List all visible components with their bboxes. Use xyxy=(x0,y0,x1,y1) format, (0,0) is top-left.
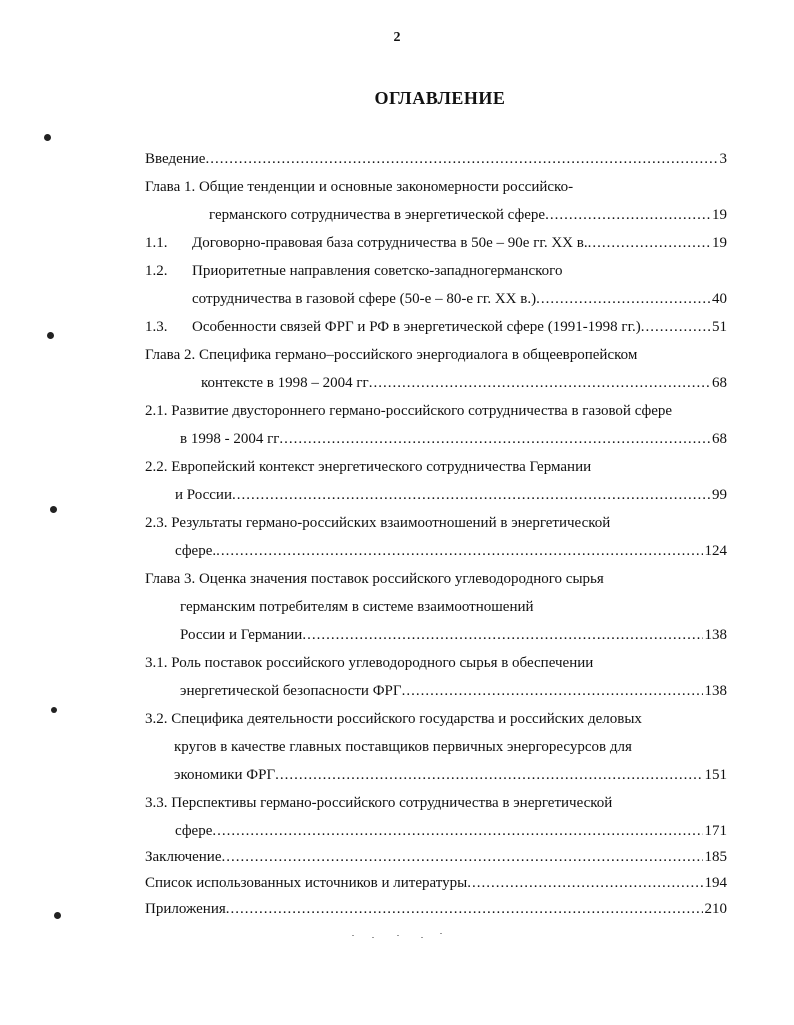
binding-hole-mark xyxy=(54,912,61,919)
toc-entry-section-2-2-cont: и России ..... 99 xyxy=(175,484,727,506)
toc-entry-section-2-3: 2.3. Результаты германо-российских взаимоотношений в энергетической xyxy=(145,515,611,531)
binding-hole-mark xyxy=(50,506,57,513)
page-ref: 68 xyxy=(712,375,727,391)
toc-entry-section-2-2: 2.2. Европейский контекст энергетического сотрудничества Германии xyxy=(145,459,592,475)
binding-hole-mark xyxy=(47,332,54,339)
toc-entry-section-1-2: 1.2. Приоритетные направления советско-западногерманского xyxy=(145,263,563,279)
toc-entry-section-3-2-cont: кругов в качестве главных поставщиков первичных энергоресурсов для xyxy=(174,739,632,755)
page-ref: 51 xyxy=(712,319,727,335)
toc-entry-section-3-1-cont: энергетической безопасности ФРГ ..... 138 xyxy=(180,680,727,702)
page-ref: 68 xyxy=(712,431,727,447)
page-number: 2 xyxy=(393,30,401,45)
page-ref: 124 xyxy=(704,543,727,559)
toc-entry-section-3-3-cont: сфере ..... 171 xyxy=(175,820,727,842)
toc-entry-section-2-3-cont: сфере. ..... 124 xyxy=(175,540,727,562)
page-ref: 3 xyxy=(719,151,727,167)
page-ref: 171 xyxy=(704,823,727,839)
page-ref: 138 xyxy=(704,627,727,643)
page-ref: 151 xyxy=(704,767,727,783)
toc-entry-chapter-2-cont: контексте в 1998 – 2004 гг ..... 68 xyxy=(201,372,727,394)
scan-speck xyxy=(440,933,442,934)
page-ref: 40 xyxy=(712,291,727,307)
toc-entry-sources: Список использованных источников и литературы ..... 194 xyxy=(145,872,727,894)
toc-entry-appendix: Приложения ..... 210 xyxy=(145,898,727,920)
page-ref: 194 xyxy=(704,875,727,891)
toc-entry-section-1-3: 1.3. Особенности связей ФРГ и РФ в энергетической сфере (1991-1998 гг.) ..... 51 xyxy=(145,316,727,338)
scan-speck xyxy=(372,937,374,938)
page-ref: 138 xyxy=(704,683,727,699)
toc-entry-section-2-1-cont: в 1998 - 2004 гг ..... 68 xyxy=(180,428,727,450)
toc-entry-section-1-2-cont: сотрудничества в газовой сфере (50-е – 80-е гг. ХХ в.) ..... 40 xyxy=(192,288,727,310)
toc-entry-chapter-2: Глава 2. Специфика германо–российского энергодиалога в общеевропейском xyxy=(145,347,638,363)
binding-hole-mark xyxy=(51,707,57,713)
toc-entry-section-3-3: 3.3. Перспективы германо-российского сотрудничества в энергетической xyxy=(145,795,613,811)
toc-entry-chapter-3-cont: германским потребителям в системе взаимоотношений xyxy=(180,599,534,615)
page-ref: 185 xyxy=(704,849,727,865)
toc-entry-intro: Введение ..... 3 xyxy=(145,148,727,170)
toc-entry-chapter-1-cont: германского сотрудничества в энергетической сфере ..... 19 xyxy=(209,204,727,226)
toc-entry-section-3-1: 3.1. Роль поставок российского углеводородного сырья в обеспечении xyxy=(145,655,594,671)
toc-entry-chapter-3-cont-2: России и Германии ..... 138 xyxy=(180,624,727,646)
toc-entry-section-2-1: 2.1. Развитие двустороннего германо-российского сотрудничества в газовой сфере xyxy=(145,403,673,419)
toc-entry-section-1-1: 1.1. Договорно-правовая база сотрудничества в 50е – 90е гг. ХХ в. ..... 19 xyxy=(145,232,727,254)
binding-hole-mark xyxy=(44,134,51,141)
toc-entry-chapter-1: Глава 1. Общие тенденции и основные закономерности российско- xyxy=(145,179,574,195)
page-ref: 19 xyxy=(712,235,727,251)
toc-entry-chapter-3: Глава 3. Оценка значения поставок российского углеводородного сырья xyxy=(145,571,604,587)
page-ref: 210 xyxy=(704,901,727,917)
scan-speck xyxy=(397,935,399,936)
page-ref: 99 xyxy=(712,487,727,503)
toc-entry-section-3-2-cont-2: экономики ФРГ ..... 151 xyxy=(174,764,727,786)
toc-entry-section-3-2: 3.2. Специфика деятельности российского государства и российских деловых xyxy=(145,711,642,727)
toc-title: ОГЛАВЛЕНИЕ xyxy=(374,88,506,108)
page-ref: 19 xyxy=(712,207,727,223)
scan-speck xyxy=(352,935,354,936)
toc-entry-conclusion: Заключение ..... 185 xyxy=(145,846,727,868)
scan-speck xyxy=(421,937,423,938)
